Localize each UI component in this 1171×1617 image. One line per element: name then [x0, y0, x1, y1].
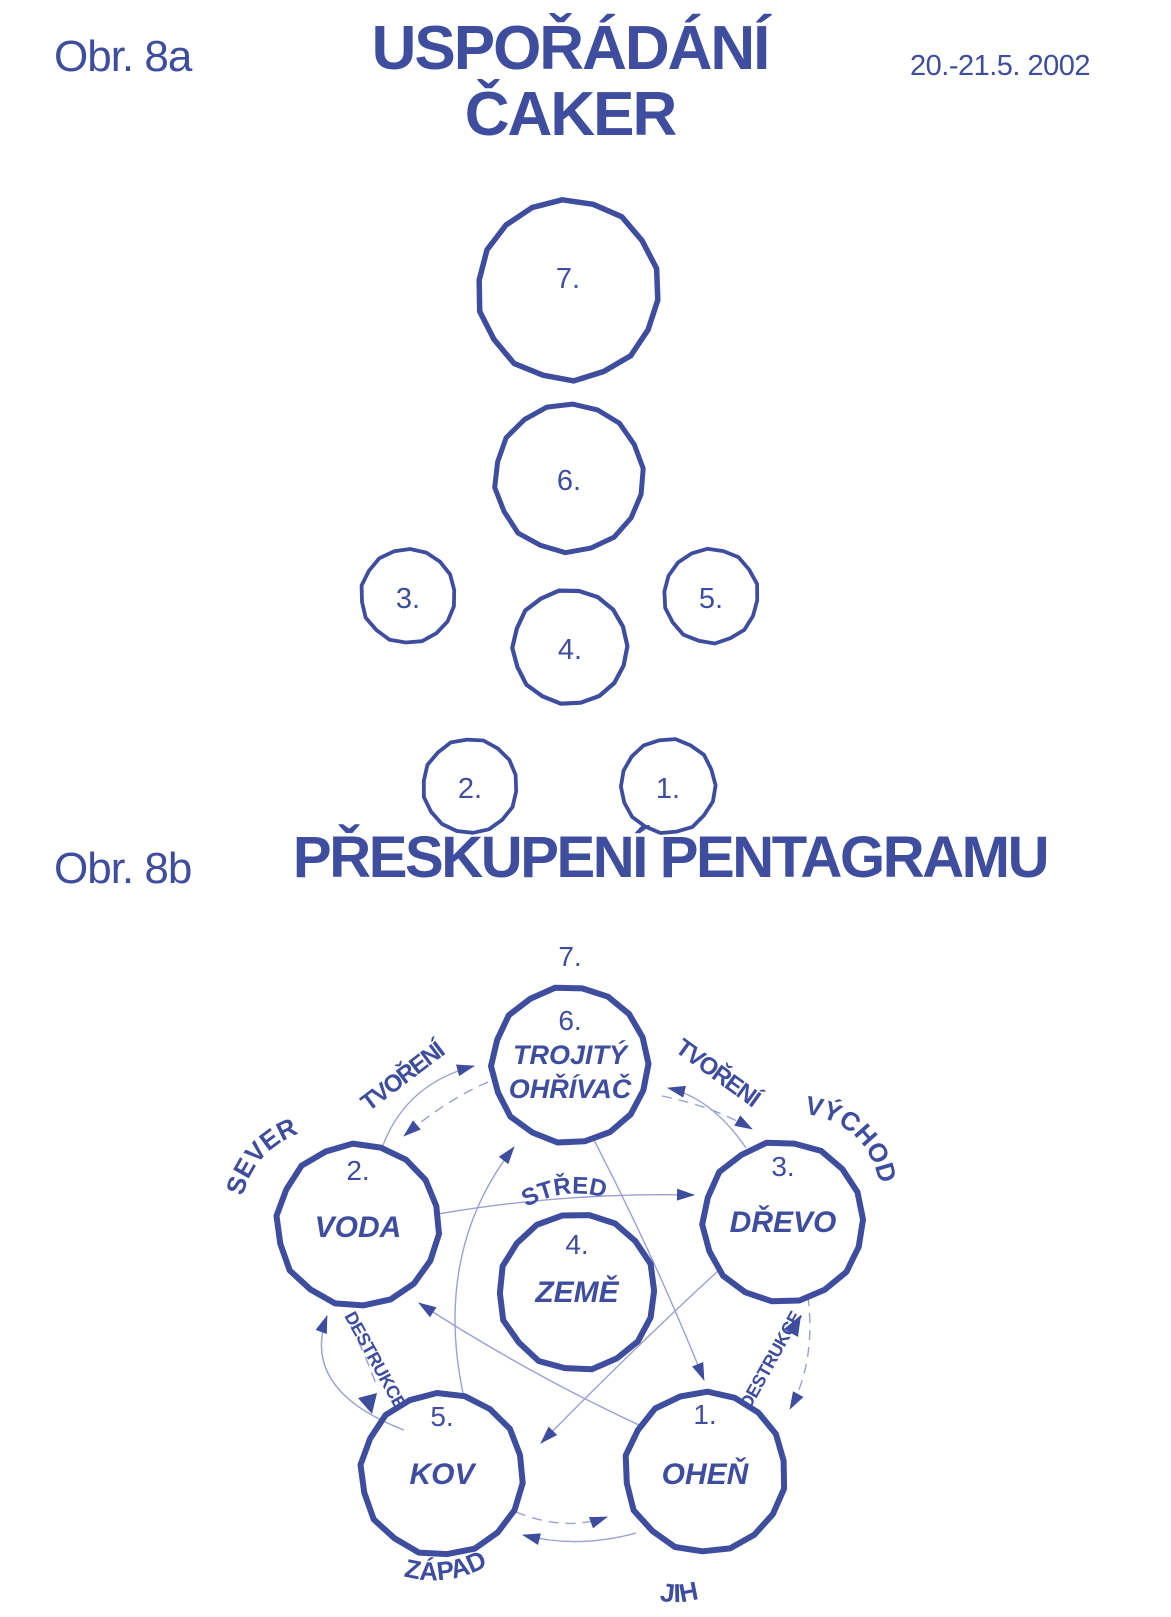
figure-8b-label: Obr. 8b: [54, 844, 192, 893]
chakra-circle-1-number: 1.: [655, 773, 681, 805]
node-ohen: [626, 1392, 784, 1552]
creation-right-label: TVOŘENÍ: [670, 1033, 765, 1113]
chakra-circle-6-number: 6.: [556, 465, 582, 497]
chakra-circle-4: [512, 591, 627, 704]
pentagram-top-label: 7.: [558, 941, 582, 972]
direction-south-label: JIH: [658, 1575, 701, 1609]
direction-west-label: ZÁPAD: [402, 1544, 491, 1587]
figure-8a-title-line1: USPOŘÁDÁNÍ: [371, 14, 769, 83]
node-drevo: [702, 1143, 863, 1301]
node-trojity-ohrivac-number: 6.: [558, 1005, 582, 1036]
direction-center-label: STŘED: [517, 1172, 610, 1213]
node-voda-name: VODA: [314, 1211, 402, 1244]
direction-north-label: SEVER: [219, 1111, 302, 1199]
node-kov-name: KOV: [409, 1458, 475, 1491]
date-label: 20.-21.5. 2002: [910, 50, 1091, 82]
chakra-circle-4-number: 4.: [557, 634, 583, 666]
chakra-circle-1: [621, 739, 716, 833]
fig8b-diagram: [220, 941, 903, 1608]
node-zeme-number: 4.: [565, 1229, 589, 1260]
fig8a-diagram: [362, 200, 758, 833]
chakra-circle-3-number: 3.: [395, 583, 421, 615]
south-arc-solid: [523, 1533, 636, 1542]
chakra-circle-2: [424, 740, 516, 833]
line-kov-to-trojity: [455, 1147, 514, 1398]
chakra-circle-7: [479, 200, 658, 381]
south-arc-dashed: [516, 1512, 607, 1523]
node-ohen-number: 1.: [693, 1399, 717, 1430]
chakra-circle-6: [495, 404, 644, 553]
chakra-circle-5: [664, 549, 757, 644]
node-trojity-ohrivac-name-line2: OHŘÍVAČ: [508, 1074, 632, 1104]
creation-left-label: TVOŘENÍ: [355, 1037, 450, 1117]
node-voda-number: 2.: [346, 1155, 370, 1186]
node-kov-number: 5.: [430, 1401, 454, 1432]
node-zeme-name: ZEMĚ: [535, 1276, 619, 1309]
node-zeme: [500, 1215, 654, 1369]
chakra-circle-3: [362, 549, 455, 643]
node-trojity-ohrivac-name-line1: TROJITÝ: [512, 1040, 628, 1070]
destruction-right-label: DESTRUKCE: [735, 1308, 806, 1412]
node-ohen-name: OHEŇ: [661, 1458, 749, 1491]
chakra-circle-2-number: 2.: [457, 773, 483, 805]
node-drevo-number: 3.: [771, 1151, 795, 1182]
creation-arc-left-dashed: [404, 1082, 488, 1136]
figure-8b-title-text: PŘESKUPENÍ PENTAGRAMU: [292, 825, 1048, 890]
chakra-circle-5-number: 5.: [698, 583, 724, 615]
node-voda: [277, 1144, 440, 1306]
node-kov: [361, 1393, 523, 1554]
chakra-circle-7-number: 7.: [555, 263, 581, 295]
destruction-left-label: DESTRUKCE: [340, 1308, 410, 1413]
node-trojity-ohrivac: [491, 988, 649, 1143]
figure-8a-label: Obr. 8a: [54, 32, 192, 81]
direction-east-label: VÝCHOD: [802, 1089, 904, 1186]
node-drevo-name: DŘEVO: [729, 1206, 837, 1239]
destruction-left-arrowhead-icon: [358, 1393, 377, 1414]
figure-8a-title-line2: ČAKER: [464, 80, 676, 149]
